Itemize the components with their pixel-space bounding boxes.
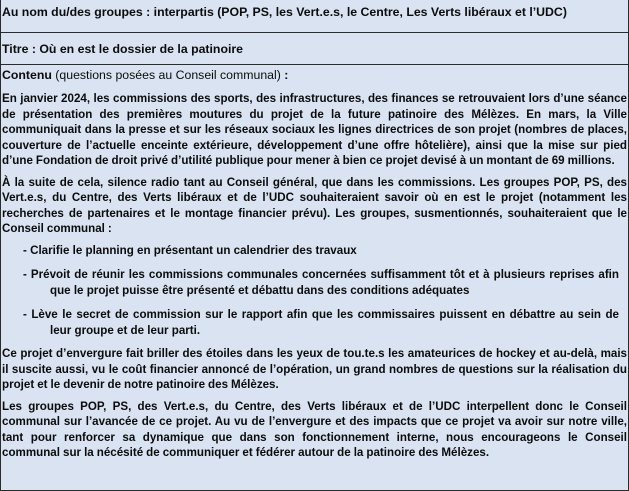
title-row (1, 33, 628, 65)
groups-row (1, 0, 628, 33)
request-item-commissions: - Prévoit de réunir les commissions communales concernées suffisamment tôt et à plusieurs reprises afin que le projet puisse être présenté et débattu dans des conditions adéquates (23, 268, 619, 297)
requests-list (2, 243, 627, 339)
content-colon: : (284, 68, 289, 82)
content-label: Contenu (2, 68, 52, 82)
groups-line: Au nom du/des groupes : interpartis (POP, PS, les Vert.e.s, le Centre, Les Verts libéraux et l’UDC) (2, 5, 567, 19)
request-item-secret: - Lève le secret de commission sur le rapport afin que les commissaires puissent en débattre au sein de leur groupe et de leur parti. (23, 308, 619, 337)
content-subtitle: (questions posées au Conseil communal) (51, 68, 285, 82)
paragraph-questions: À la suite de cela, silence radio tant au Conseil général, que dans les commissions. Les groupes POP, PS, des Vert.e.s, du Centre, des Verts libéraux et de l’UDC souhaiteraient savoir où en est le projet (notamment les recherches de partenaires et le montage financier prévu). Les groupes, susmentionnés, souhaiteraient que le Conseil communal : (2, 175, 627, 235)
content-heading (2, 68, 627, 83)
request-item-planning: - Clarifie le planning en présentant un calendrier des travaux (23, 243, 357, 257)
paragraph-context: En janvier 2024, les commissions des sports, des infrastructures, des finances se retrouvaient lors d’une séance de présentation des premières moutures du projet de la future patinoire des Mélèzes. En mars, la Ville communiquait dans la presse et sur les réseaux sociaux les lignes directrices de son projet (nombres de places, couverture de l’actuelle enceinte extérieure, développement d’une offre hôtelière), ainsi que la mise sur pied d’une Fondation de droit privé d’utilité publique pour mener à bien ce projet devisé à un montant de 69 millions. (2, 92, 627, 167)
paragraph-interpellation: Les groupes POP, PS, des Vert.e.s, du Centre, des Verts libéraux et de l’UDC interpellent donc le Conseil communal sur l’avancée de ce projet. Au vu de l’envergure et des impacts que ce projet va avoir sur notre ville, tant pour renforcer sa dynamique que dans son fonctionnement interne, nous encourageons le Conseil communal sur la nécésité de communiquer et fédérer autour de la patinoire des Mélèzes. (2, 399, 627, 459)
title-line: Titre : Où en est le dossier de la patinoire (2, 42, 243, 56)
content-section (1, 65, 628, 461)
paragraph-ambition: Ce projet d’envergure fait briller des étoiles dans les yeux de tou.te.s les amateurices de hockey et au-delà, mais il suscite aussi, vu le coût financier annoncé de l’opération, un grand nombres de questions sur la réalisation du projet et le devenir de notre patinoire des Mélèzes. (2, 347, 627, 391)
